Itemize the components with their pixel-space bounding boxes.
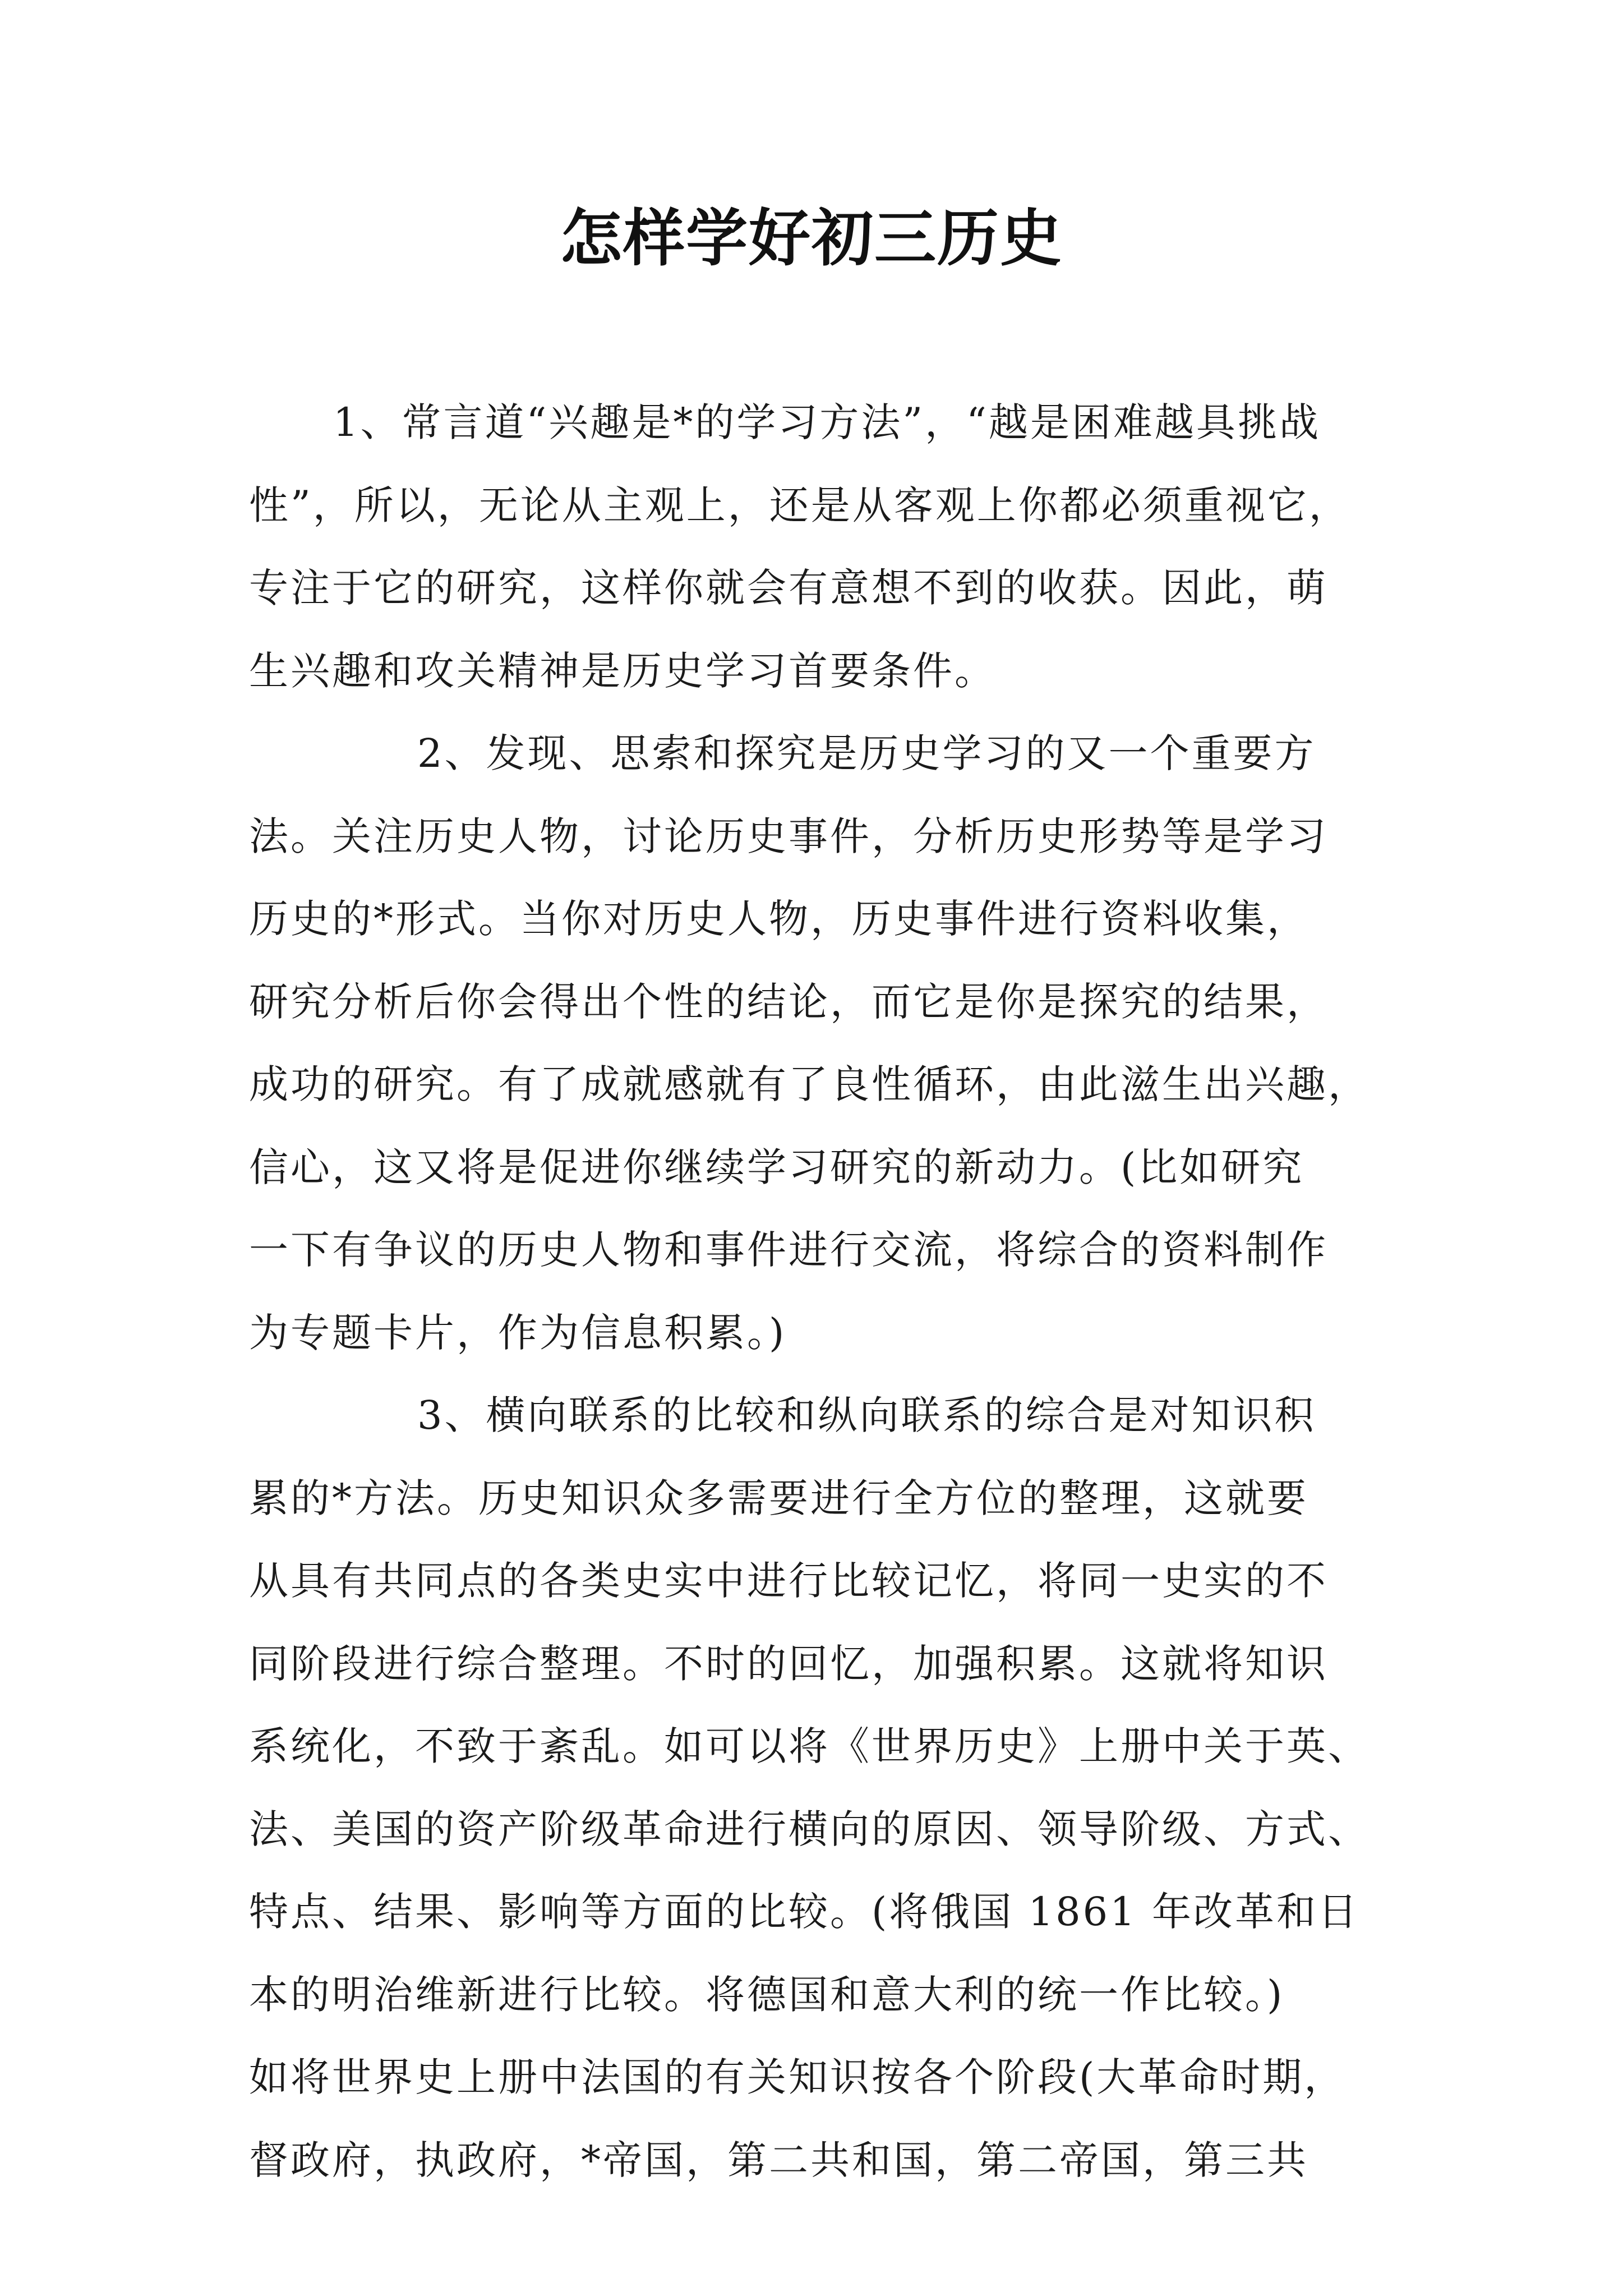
text-line: 法、美国的资产阶级革命进行横向的原因、领导阶级、方式、 [249, 1806, 1370, 1852]
paragraph-2 [249, 712, 1376, 1374]
text-line: 性”，所以，无论从主观上，还是从客观上你都必须重视它， [249, 482, 1350, 528]
text-line: 3、横向联系的比较和纵向联系的综合是对知识积 [417, 1392, 1316, 1438]
paragraph-3 [249, 1374, 1376, 2202]
document-title: 怎样学好初三历史 [560, 202, 1063, 274]
text-line: 本的明治维新进行比较。将德国和意大利的统一作比较。) [249, 1971, 1285, 2018]
text-line: 累的*方法。历史知识众多需要进行全方位的整理，这就要 [249, 1475, 1308, 1521]
text-line: 从具有共同点的各类史实中进行比较记忆，将同一史实的不 [249, 1558, 1328, 1604]
text-line: 1、常言道“兴趣是*的学习方法”，“越是困难越具挑战 [333, 399, 1321, 445]
text-line: 如将世界史上册中法国的有关知识按各个阶段(大革命时期， [249, 2054, 1346, 2100]
paragraph-1 [249, 381, 1376, 712]
text-line: 专注于它的研究，这样你就会有意想不到的收获。因此，萌 [249, 565, 1328, 611]
text-line: 系统化，不致于紊乱。如可以将《世界历史》上册中关于英、 [249, 1723, 1370, 1769]
text-line: 特点、结果、影响等方面的比较。(将俄国 1861 年改革和日 [249, 1889, 1359, 1935]
text-line: 成功的研究。有了成就感就有了良性循环，由此滋生出兴趣， [249, 1061, 1370, 1107]
text-line: 历史的*形式。当你对历史人物，历史事件进行资料收集， [249, 896, 1308, 942]
text-line: 研究分析后你会得出个性的结论，而它是你是探究的结果， [249, 978, 1328, 1025]
document-body [249, 381, 1376, 2202]
text-line: 为专题卡片，作为信息积累。) [249, 1309, 787, 1356]
text-line: 信心，这又将是促进你继续学习研究的新动力。(比如研究 [249, 1144, 1304, 1190]
text-line: 生兴趣和攻关精神是历史学习首要条件。 [249, 647, 996, 694]
text-line: 2、发现、思索和探究是历史学习的又一个重要方 [417, 730, 1316, 776]
text-line: 同阶段进行综合整理。不时的回忆，加强积累。这就将知识 [249, 1640, 1328, 1687]
text-line: 法。关注历史人物，讨论历史事件，分析历史形势等是学习 [249, 813, 1328, 859]
text-line: 督政府，执政府，*帝国，第二共和国，第二帝国，第三共 [249, 2137, 1308, 2183]
text-line: 一下有争议的历史人物和事件进行交流，将综合的资料制作 [249, 1227, 1328, 1273]
